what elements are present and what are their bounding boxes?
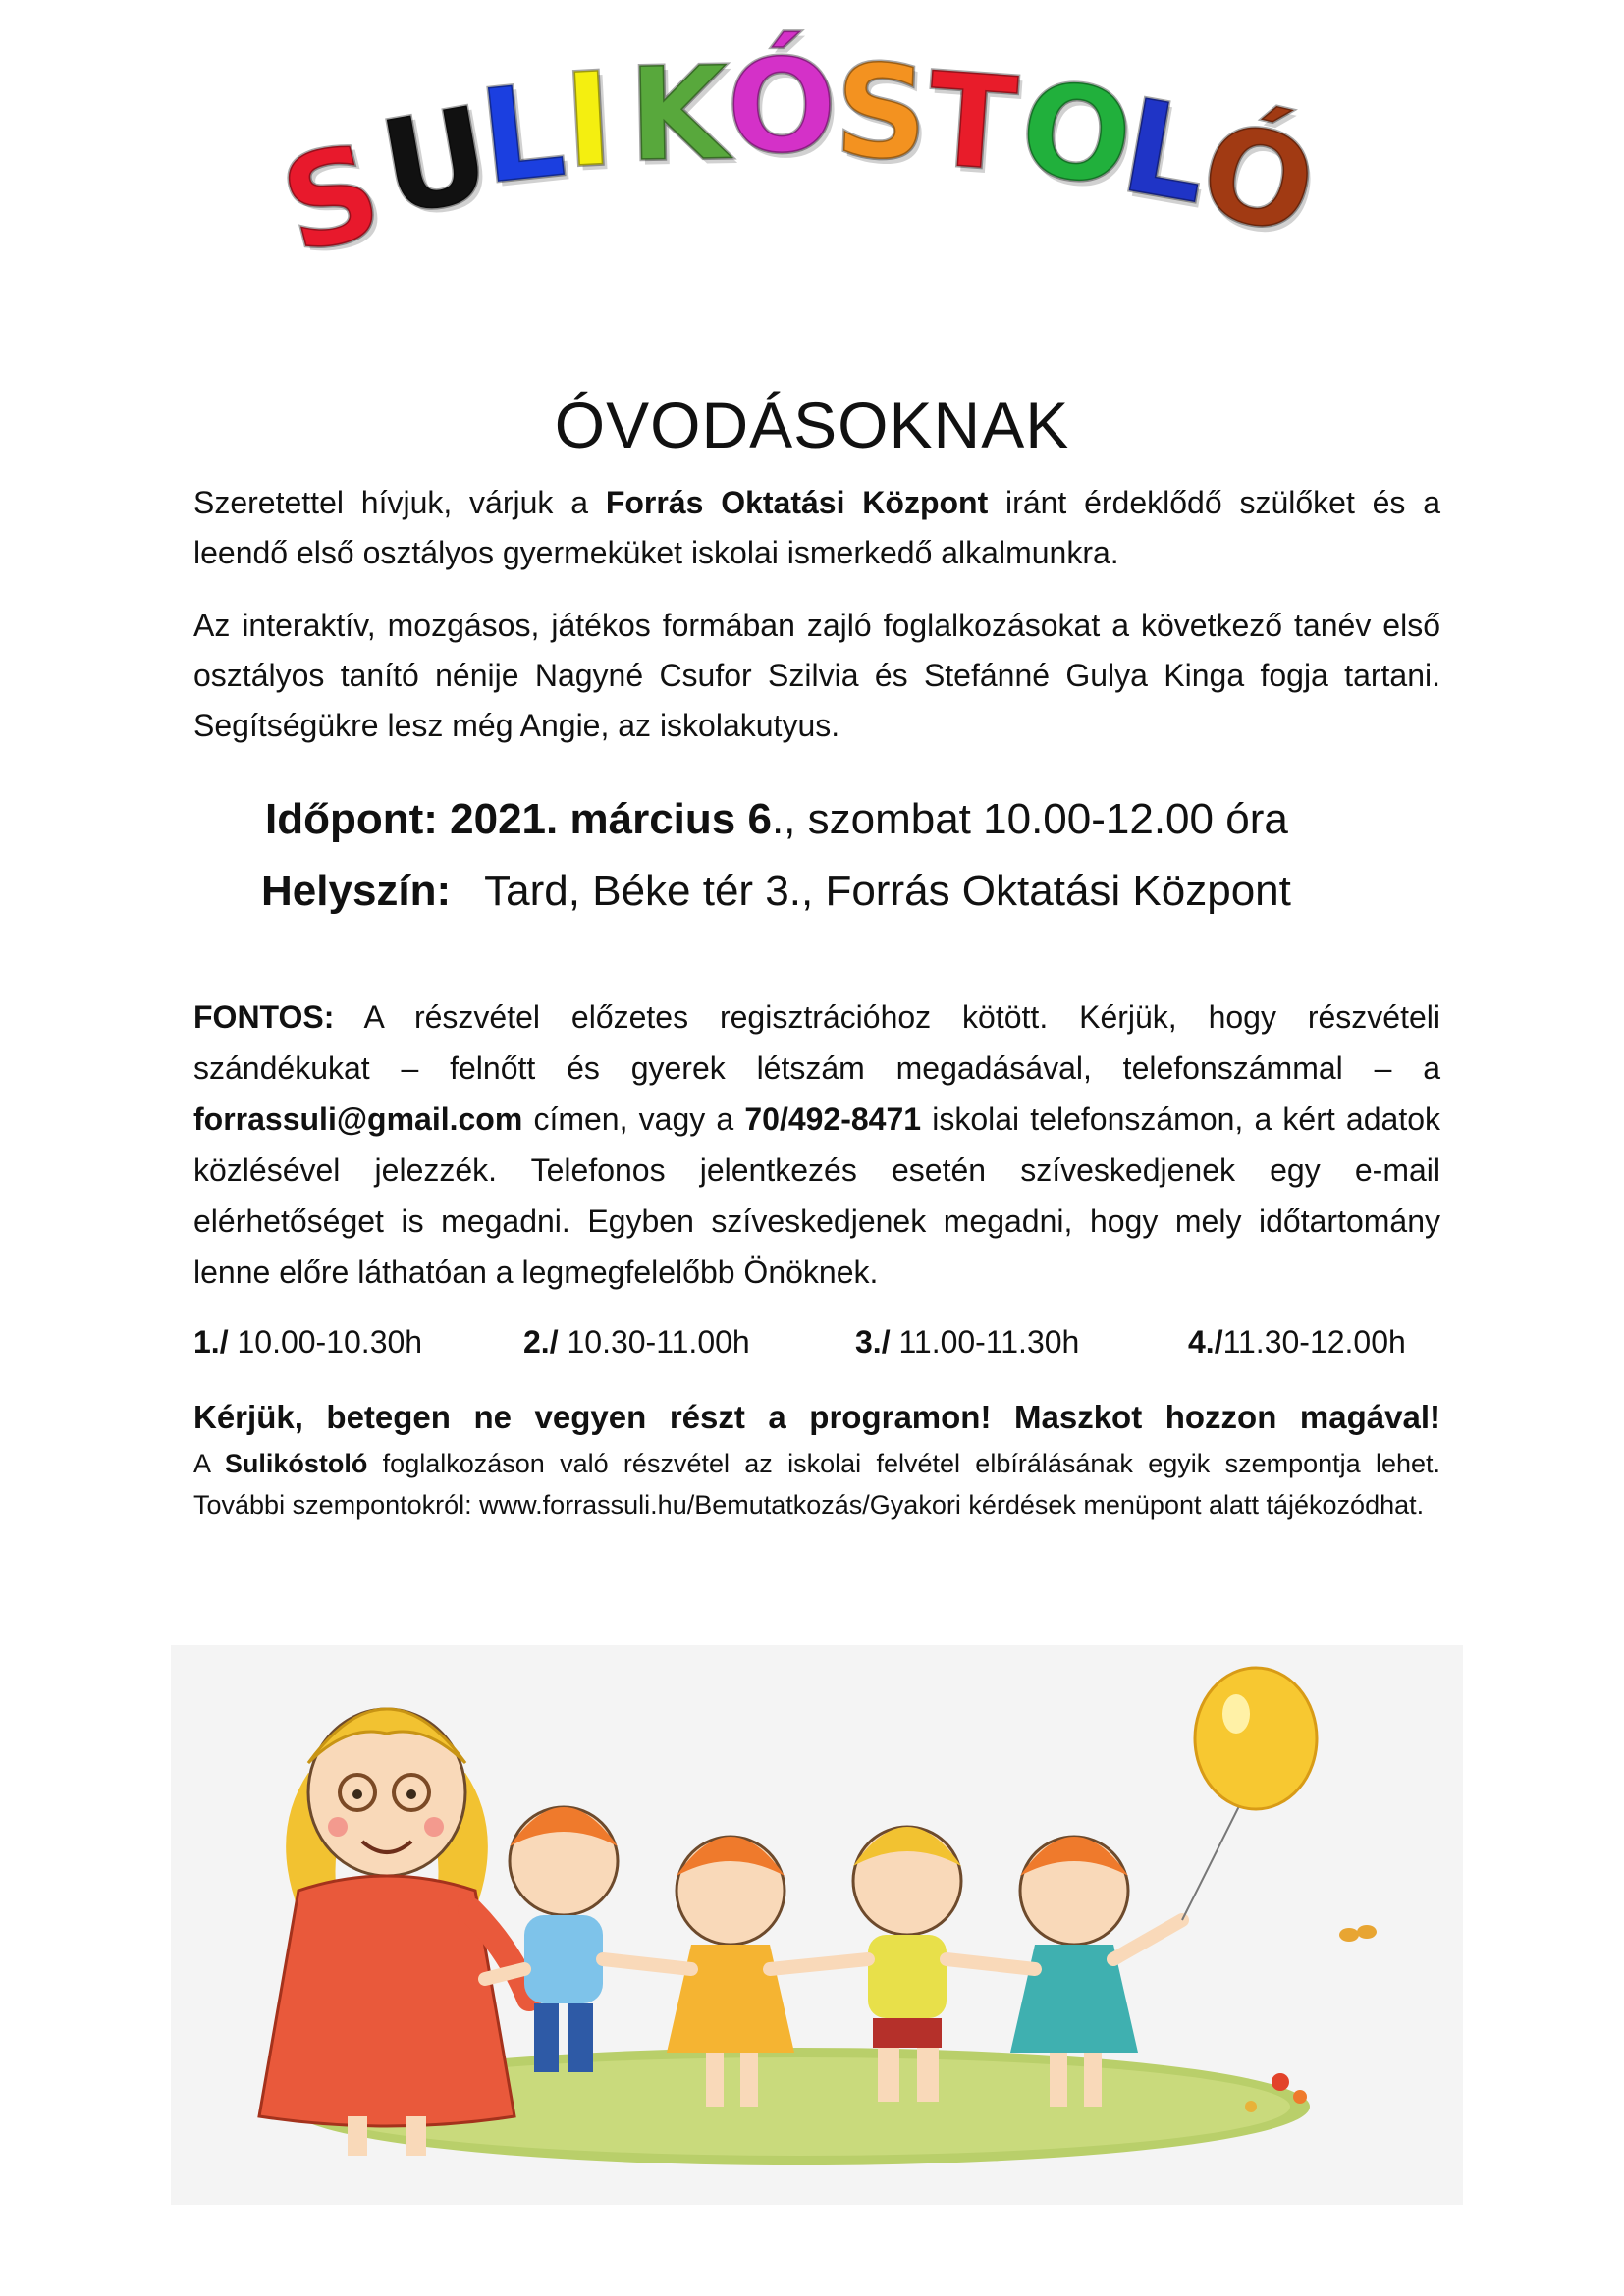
contact-phone: 70/492-8471 [744, 1101, 922, 1137]
intro-paragraph-2: Az interaktív, mozgásos, játékos formában zajló foglalkozásokat a következő tanév első osztályos tanító nénije Nagyné Csufor Szilvia és Stefánné Gulya Kinga fogja tartani. Segítségükre lesz még Angie, az iskolakutyus. [193, 608, 1440, 743]
title-sulikostolo [265, 31, 1375, 285]
title-letter: I [561, 43, 618, 198]
note-text: foglalkozáson való részvétel az iskolai felvétel elbírálásának egyik szempontja lehet. További szempontokról: www.forrassuli.hu/Bemutatkozás/Gyakori kérdések menüpont alatt tájékozódhat. [193, 1449, 1440, 1520]
time-slot [1188, 1316, 1406, 1367]
event-place-value: Tard, Béke tér 3., Forrás Oktatási Központ [484, 867, 1291, 915]
title-letter: T [922, 44, 1022, 201]
time-slot [523, 1316, 750, 1367]
time-slot [193, 1316, 422, 1367]
slot-time: 10.00-10.30h [228, 1324, 423, 1360]
slot-time: 10.30-11.00h [558, 1324, 750, 1360]
important-text: címen, vagy a [522, 1101, 745, 1137]
title-letter: K [626, 38, 731, 191]
program-name: Sulikóstoló [224, 1449, 368, 1478]
contact-email: forrassuli@gmail.com [193, 1101, 523, 1137]
school-name: Forrás Oktatási Központ [605, 485, 989, 520]
event-date-label: Időpont: 2021. március 6 [265, 795, 772, 843]
title-letter: S [832, 35, 931, 190]
important-text: iskolai telefonszámon, a kért adatok közlésével jelezzék. Telefonos jelentkezés esetén szíveskedjenek egy e-mail elérhetőséget is megadni. Egyben szíveskedjenek megadni, hogy mely időtartomány lenne előre láthatóan a legmegfelelőbb Önöknek. [193, 1101, 1440, 1290]
title-letter: L [1111, 70, 1219, 235]
event-place-label: Helyszín: [261, 867, 452, 915]
event-date [265, 790, 1288, 849]
teacher-children-illustration [171, 1645, 1463, 2205]
title-letter: O [1012, 52, 1141, 217]
admission-note [193, 1443, 1440, 1525]
slot-number: 3./ [855, 1324, 891, 1360]
page-heading: ÓVODÁSOKNAK [554, 389, 1070, 461]
event-date-rest: ., szombat 10.00-12.00 óra [771, 795, 1288, 843]
slot-time: 11.30-12.00h [1222, 1324, 1406, 1360]
slot-number: 1./ [193, 1324, 229, 1360]
intro-paragraph-1 [193, 478, 1440, 578]
slot-number: 2./ [523, 1324, 559, 1360]
title-letter: Ó [727, 31, 838, 183]
title-letter: L [473, 55, 571, 214]
title-letter: S [267, 114, 396, 285]
title-letter: U [370, 78, 501, 246]
title-letter: Ó [1187, 93, 1329, 266]
important-text: A részvétel előzetes regisztrációhoz kötött. Kérjük, hogy részvételi szándékukat – felnőtt és gyerek létszám megadásával, telefonszámmal – a [193, 999, 1440, 1086]
health-warning: Kérjük, betegen ne vegyen részt a programon! Maszkot hozzon magával! [193, 1399, 1440, 1435]
intro-text: iránt érdeklődő szülőket és a leendő első osztályos gyermeküket iskolai ismerkedő alkalmunkra. [193, 485, 1441, 570]
intro-text: Szeretettel hívjuk, várjuk a [193, 485, 606, 520]
slot-time: 11.00-11.30h [890, 1324, 1080, 1360]
time-slots [193, 1316, 1440, 1367]
important-label: FONTOS: [193, 999, 335, 1035]
time-slot [855, 1316, 1079, 1367]
event-place [261, 862, 1291, 921]
slot-number: 4./ [1188, 1324, 1223, 1360]
note-text: A [193, 1449, 225, 1478]
important-paragraph [193, 991, 1440, 1298]
